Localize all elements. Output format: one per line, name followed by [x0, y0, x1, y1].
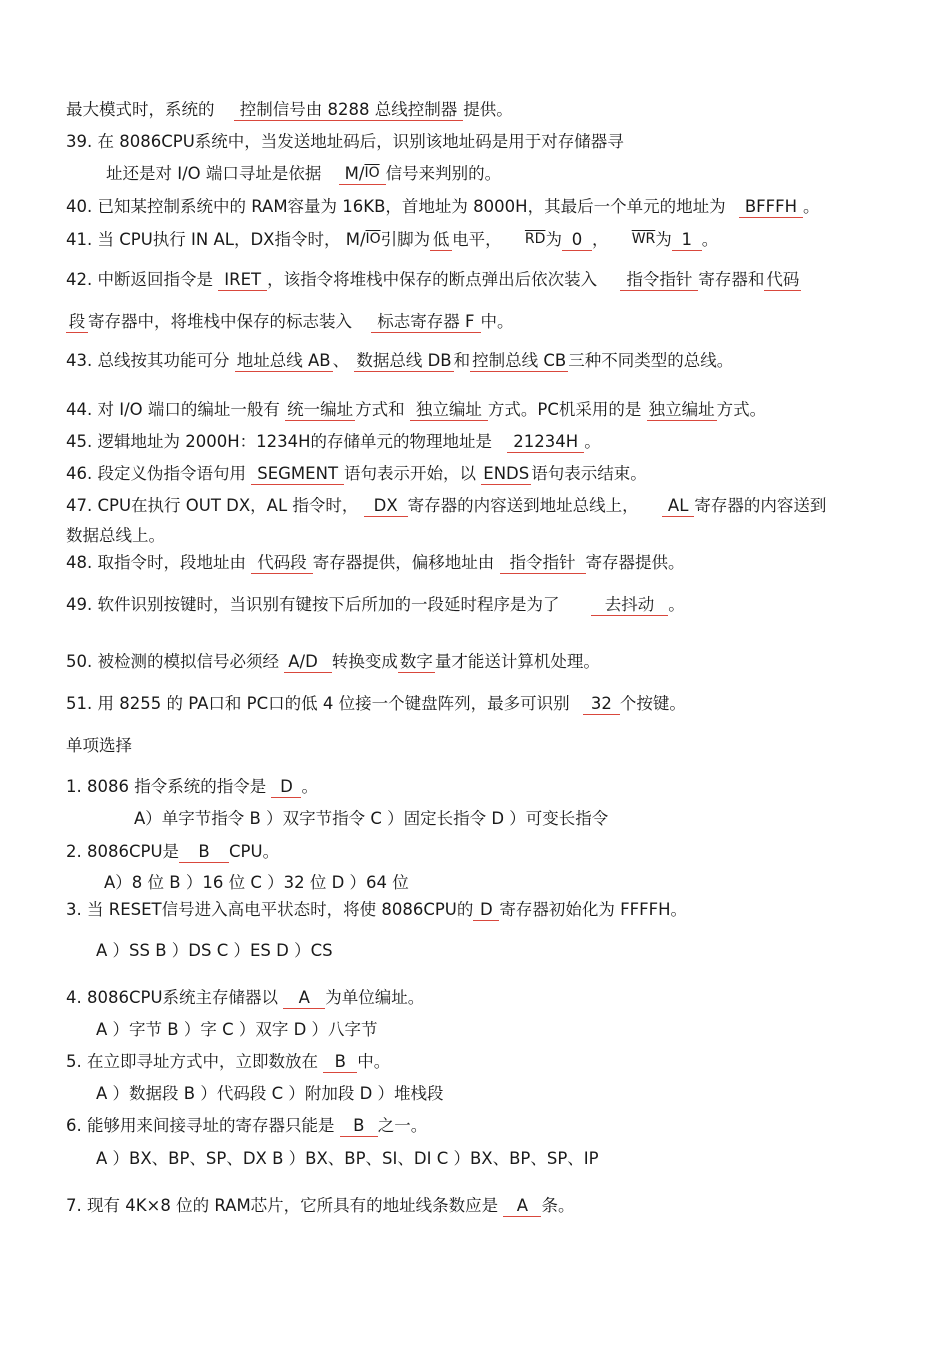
text: 44. 对 I/O 端口的编址一般有	[66, 400, 280, 419]
section-title: 单项选择	[66, 736, 132, 755]
text: 6. 能够用来间接寻址的寄存器只能是	[66, 1116, 335, 1135]
q41-line	[66, 228, 718, 251]
text: 为	[545, 230, 562, 249]
text: 寄存器的内容送到	[694, 496, 827, 515]
text: 。	[701, 230, 719, 249]
answer-blank: 控制信号由 8288 总线控制器	[234, 100, 463, 121]
text: 寄存器中，将堆栈中保存的标志装入	[88, 312, 352, 331]
mc-q4	[66, 987, 424, 1009]
text: 43. 总线按其功能可分	[66, 351, 230, 370]
text: 41. 当 CPU执行 IN AL，DX指令时， M/	[66, 230, 366, 249]
mc-q1	[66, 776, 318, 798]
mc-q1-options: A）单字节指令 B ）双字节指令 C ）固定长指令 D ）可变长指令	[134, 809, 609, 828]
answer-blank: 段	[66, 312, 88, 333]
overline-signal: $\overline{RD}$	[524, 231, 546, 247]
answer-blank: 数据总线 DB	[356, 351, 452, 370]
answer-blank: 指令指针	[620, 270, 698, 291]
q40-line	[66, 196, 820, 218]
overline-signal: $\overline{IO}$	[364, 165, 380, 181]
q39-line-2	[106, 163, 501, 185]
text: 方式。PC机采用的是	[487, 400, 642, 419]
q51-line	[66, 693, 686, 715]
text: 语句表示开始，以	[344, 464, 477, 483]
text: 。	[584, 432, 601, 451]
text: 46. 段定义伪指令语句用	[66, 464, 246, 483]
answer-blank	[339, 163, 386, 185]
text: 3. 当 RESET信号进入高电平状态时，将使 8086CPU的	[66, 900, 474, 919]
answer-blank: B	[179, 842, 229, 863]
answer-blank: 控制总线 CB	[472, 351, 567, 370]
q45-line	[66, 431, 601, 453]
text: 寄存器提供。	[585, 553, 685, 572]
answer-blank: A	[503, 1196, 541, 1217]
text: 三种不同类型的总线。	[568, 351, 734, 370]
answer-blank: 地址总线 AB	[236, 351, 331, 370]
text: 48. 取指令时，段地址由	[66, 553, 246, 572]
text: ，该指令将堆栈中保存的断点弹出后依次装入	[267, 270, 598, 289]
text: 为	[655, 230, 672, 249]
answer-blank: BFFFH	[739, 197, 803, 218]
overline-signal: $\overline{WR}$	[631, 231, 656, 247]
answer-blank: 21234H	[507, 432, 584, 453]
text: 为单位编址。	[325, 988, 425, 1007]
q42-line-2	[66, 311, 514, 333]
q50-line	[66, 651, 600, 673]
text: 信号来判别的。	[385, 164, 502, 183]
text: 引脚为	[380, 230, 431, 249]
text: 方式。	[716, 400, 767, 419]
answer-blank: AL	[662, 496, 694, 517]
answer-blank: 0	[562, 230, 592, 251]
answer-blank: 指令指针	[500, 553, 586, 574]
text: 个按键。	[619, 694, 686, 713]
text: 。	[301, 777, 318, 796]
mc-q7	[66, 1195, 574, 1217]
text: 4. 8086CPU系统主存储器以	[66, 988, 279, 1007]
answer-blank: 32	[583, 694, 620, 715]
text: 5. 在立即寻址方式中，立即数放在	[66, 1052, 318, 1071]
q43-line	[66, 350, 733, 372]
answer-blank: 低	[430, 230, 452, 251]
answer-blank: D	[473, 900, 499, 921]
text: 条。	[541, 1196, 575, 1215]
mc-q2	[66, 841, 279, 863]
mc-q3	[66, 899, 687, 921]
text: 寄存器和	[698, 270, 765, 289]
text: 址还是对 I/O 端口寻址是依据	[106, 164, 322, 183]
answer-blank: 独立编址	[648, 400, 715, 419]
text: 2. 8086CPU是	[66, 842, 180, 861]
text: 40. 已知某控制系统中的 RAM容量为 16KB，首地址为 8000H，其最后一个单元的地址为	[66, 197, 726, 216]
text: 45. 逻辑地址为 2000H：1234H的存储单元的物理地址是	[66, 432, 493, 451]
text: 电平，	[452, 230, 502, 249]
text: 寄存器初始化为 FFFFH。	[499, 900, 688, 919]
text: 寄存器提供，偏移地址由	[312, 553, 495, 572]
q46-line	[66, 463, 647, 485]
answer-blank: A	[283, 988, 325, 1009]
answer-blank: 数字	[399, 652, 433, 671]
q47-line-2: 数据总线上。	[66, 526, 165, 545]
text: 1. 8086 指令系统的指令是	[66, 777, 267, 796]
text: 和	[453, 351, 471, 370]
answer-blank: ENDS	[483, 464, 530, 483]
text: 转换变成	[331, 652, 398, 671]
text: 中。	[357, 1052, 391, 1071]
mc-q6-options: A ）BX、BP、SP、DX B ）BX、BP、SI、DI C ）BX、BP、SP、IP	[96, 1149, 599, 1168]
q49-line	[66, 594, 685, 616]
text: 中。	[480, 312, 514, 331]
text: 方式和	[355, 400, 405, 419]
mc-q5-options: A ）数据段 B ）代码段 C ）附加段 D ）堆栈段	[96, 1084, 444, 1103]
text: 。	[668, 595, 685, 614]
mc-q2-options: A）8 位 B ）16 位 C ）32 位 D ）64 位	[104, 873, 409, 892]
text: 量才能送计算机处理。	[434, 652, 600, 671]
text: 42. 中断返回指令是	[66, 270, 213, 289]
answer-blank: A/D	[284, 652, 332, 673]
mc-q3-options: A ）SS B ）DS C ）ES D ）CS	[96, 941, 333, 960]
q42-line	[66, 269, 801, 291]
answer-blank: B	[340, 1116, 378, 1137]
answer-blank: 独立编址	[410, 400, 488, 421]
text: 之一。	[377, 1116, 428, 1135]
text: 寄存器的内容送到地址总线上，	[407, 496, 639, 515]
text: ，	[591, 230, 609, 249]
answer-blank: 代码	[766, 270, 800, 289]
mc-q4-options: A ）字节 B ）字 C ）双字 D ）八字节	[96, 1020, 378, 1039]
text: CPU。	[229, 842, 280, 861]
answer-blank: 统一编址	[287, 400, 354, 419]
text: 最大模式时，系统的	[66, 100, 215, 119]
answer-blank: 去抖动	[591, 595, 669, 616]
answer-blank: IRET	[218, 270, 267, 291]
answer-blank: DX	[364, 496, 408, 517]
q38-line	[66, 99, 513, 121]
text: 7. 现有 4K×8 位的 RAM芯片，它所具有的地址线条数应是	[66, 1196, 499, 1215]
answer-blank: 1	[672, 230, 702, 251]
q39-line: 39. 在 8086CPU系统中，当发送地址码后，识别该地址码是用于对存储器寻	[66, 132, 624, 151]
text: 、	[332, 351, 350, 370]
text: 提供。	[463, 100, 513, 119]
answer-blank: 代码段	[251, 553, 313, 574]
answer-blank: SEGMENT	[251, 464, 344, 485]
text: M/	[344, 164, 365, 183]
text: 语句表示结束。	[531, 464, 647, 483]
answer-blank: 标志寄存器 F	[371, 312, 480, 333]
answer-blank: B	[323, 1052, 357, 1073]
mc-q5	[66, 1051, 390, 1073]
q44-line	[66, 399, 766, 421]
text: 。	[803, 197, 820, 216]
text: 47. CPU在执行 OUT DX，AL 指令时，	[66, 496, 359, 515]
text: 50. 被检测的模拟信号必须经	[66, 652, 279, 671]
text: 49. 软件识别按键时，当识别有键按下后所加的一段延时程序是为了	[66, 595, 560, 614]
overline-signal: $\overline{IO}$	[365, 231, 381, 247]
q47-line	[66, 495, 826, 517]
answer-blank: D	[271, 777, 301, 798]
q48-line	[66, 552, 685, 574]
text: 51. 用 8255 的 PA口和 PC口的低 4 位接一个键盘阵列，最多可识别	[66, 694, 570, 713]
mc-q6	[66, 1115, 427, 1137]
